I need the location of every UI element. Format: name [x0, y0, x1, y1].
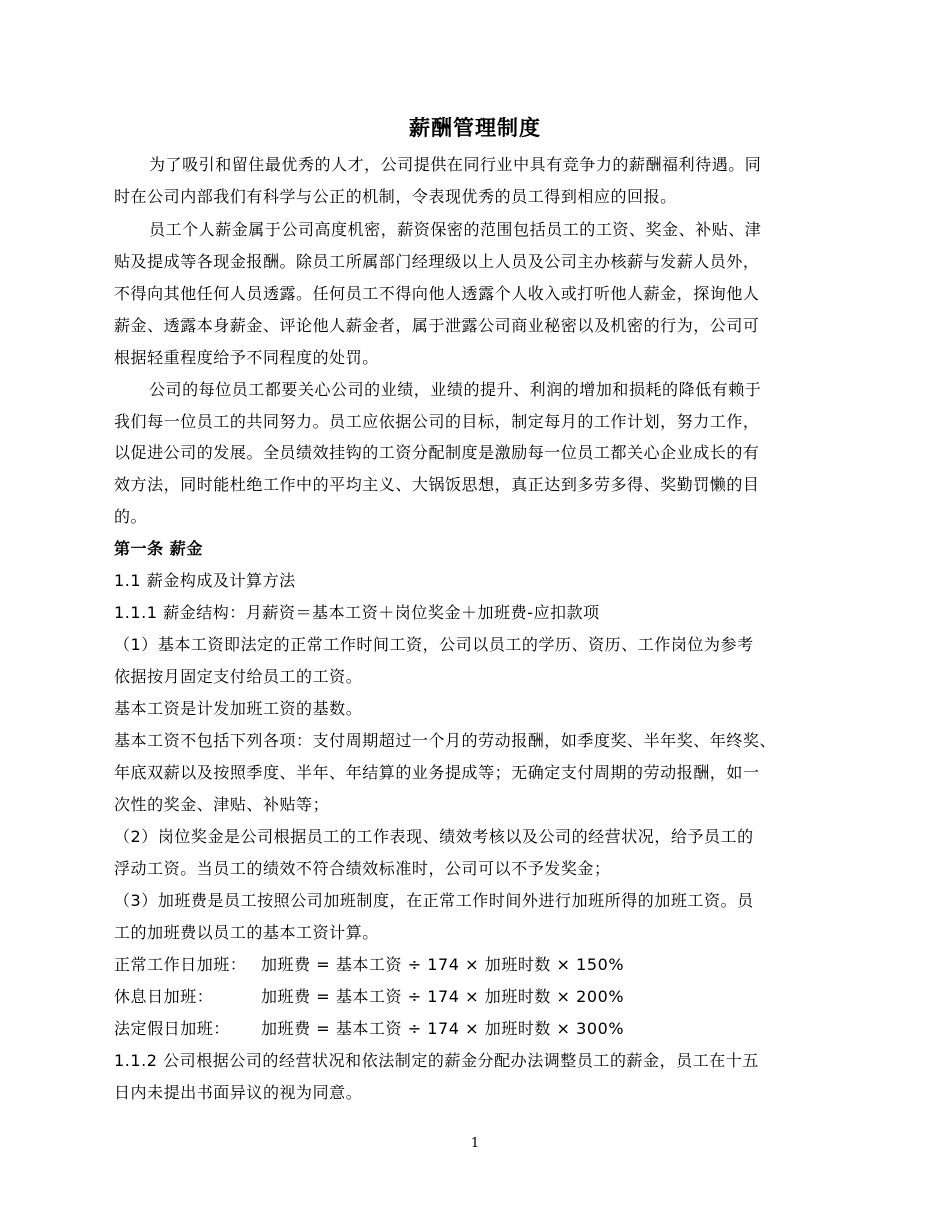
body-line: （2）岗位奖金是公司根据员工的工作表现、绩效考核以及公司的经营状况，给予员工的 [114, 827, 754, 846]
body-line: 年底双薪以及按照季度、半年、年结算的业务提成等；无确定支付周期的劳动报酬，如一 [114, 763, 760, 782]
formula-label: 正常工作日加班： [114, 955, 247, 974]
paragraph-line: 贴及提成等各现金报酬。除员工所属部门经理级以上人员及公司主办核薪与发薪人员外， [114, 252, 760, 271]
paragraph-line: 不得向其他任何人员透露。任何员工不得向他人透露个人收入或打听他人薪金，探询他人 [114, 284, 760, 303]
body-line: 依据按月固定支付给员工的工资。 [114, 667, 363, 686]
paragraph-line: 的。 [114, 507, 148, 526]
paragraph-line: 我们每一位员工的共同努力。员工应依据公司的目标，制定每月的工作计划，努力工作， [114, 412, 760, 431]
paragraph-line: 根据轻重程度给予不同程度的处罚。 [114, 348, 379, 367]
formula-label: 休息日加班： [114, 987, 214, 1006]
formula-row [114, 1018, 624, 1040]
body-line: 浮动工资。当员工的绩效不符合绩效标准时，公司可以不予发奖金； [114, 859, 611, 878]
body-line: 1.1 薪金构成及计算方法 [114, 571, 296, 590]
paragraph-line: 员工个人薪金属于公司高度机密，薪资保密的范围包括员工的工资、奖金、补贴、津 [149, 220, 762, 239]
section-heading: 第一条 薪金 [114, 539, 203, 558]
formula-row [114, 986, 624, 1008]
document-title: 薪酬管理制度 [409, 116, 541, 140]
body-line: 基本工资不包括下列各项：支付周期超过一个月的劳动报酬，如季度奖、半年奖、年终奖、 [114, 731, 777, 750]
formula-row [114, 954, 624, 976]
paragraph-line: 以促进公司的发展。全员绩效挂钩的工资分配制度是激励每一位员工都关心企业成长的有 [114, 443, 760, 462]
body-line: （3）加班费是员工按照公司加班制度，在正常工作时间外进行加班所得的加班工资。员 [114, 891, 754, 910]
body-line: 工的加班费以员工的基本工资计算。 [114, 923, 379, 942]
paragraph-line: 薪金、透露本身薪金、评论他人薪金者，属于泄露公司商业秘密以及机密的行为，公司可 [114, 316, 760, 335]
formula-expression: 加班费 = 基本工资 ÷ 174 × 加班时数 × 200% [261, 987, 625, 1006]
paragraph-line: 效方法，同时能杜绝工作中的平均主义、大锅饭思想，真正达到多劳多得、奖勤罚懒的目 [114, 475, 760, 494]
body-line: 1.1.1 薪金结构：月薪资＝基本工资＋岗位奖金＋加班费-应扣款项 [114, 603, 600, 622]
paragraph-line: 公司的每位员工都要关心公司的业绩，业绩的提升、利润的增加和损耗的降低有赖于 [149, 380, 762, 399]
body-line: 日内未提出书面异议的视为同意。 [114, 1083, 363, 1102]
formula-expression: 加班费 = 基本工资 ÷ 174 × 加班时数 × 150% [261, 955, 625, 974]
body-line: 次性的奖金、津贴、补贴等； [114, 795, 330, 814]
paragraph-line: 时在公司内部我们有科学与公正的机制，令表现优秀的员工得到相应的回报。 [114, 187, 677, 206]
body-line: 1.1.2 公司根据公司的经营状况和依法制定的薪金分配办法调整员工的薪金，员工在十五 [114, 1051, 759, 1070]
page-number: 1 [470, 1136, 480, 1151]
body-line: （1）基本工资即法定的正常工作时间工资，公司以员工的学历、资历、工作岗位为参考 [114, 635, 754, 654]
body-line: 基本工资是计发加班工资的基数。 [114, 699, 363, 718]
paragraph-line: 为了吸引和留住最优秀的人才，公司提供在同行业中具有竞争力的薪酬福利待遇。同 [149, 155, 762, 174]
formula-label: 法定假日加班： [114, 1019, 230, 1038]
formula-expression: 加班费 = 基本工资 ÷ 174 × 加班时数 × 300% [261, 1019, 625, 1038]
